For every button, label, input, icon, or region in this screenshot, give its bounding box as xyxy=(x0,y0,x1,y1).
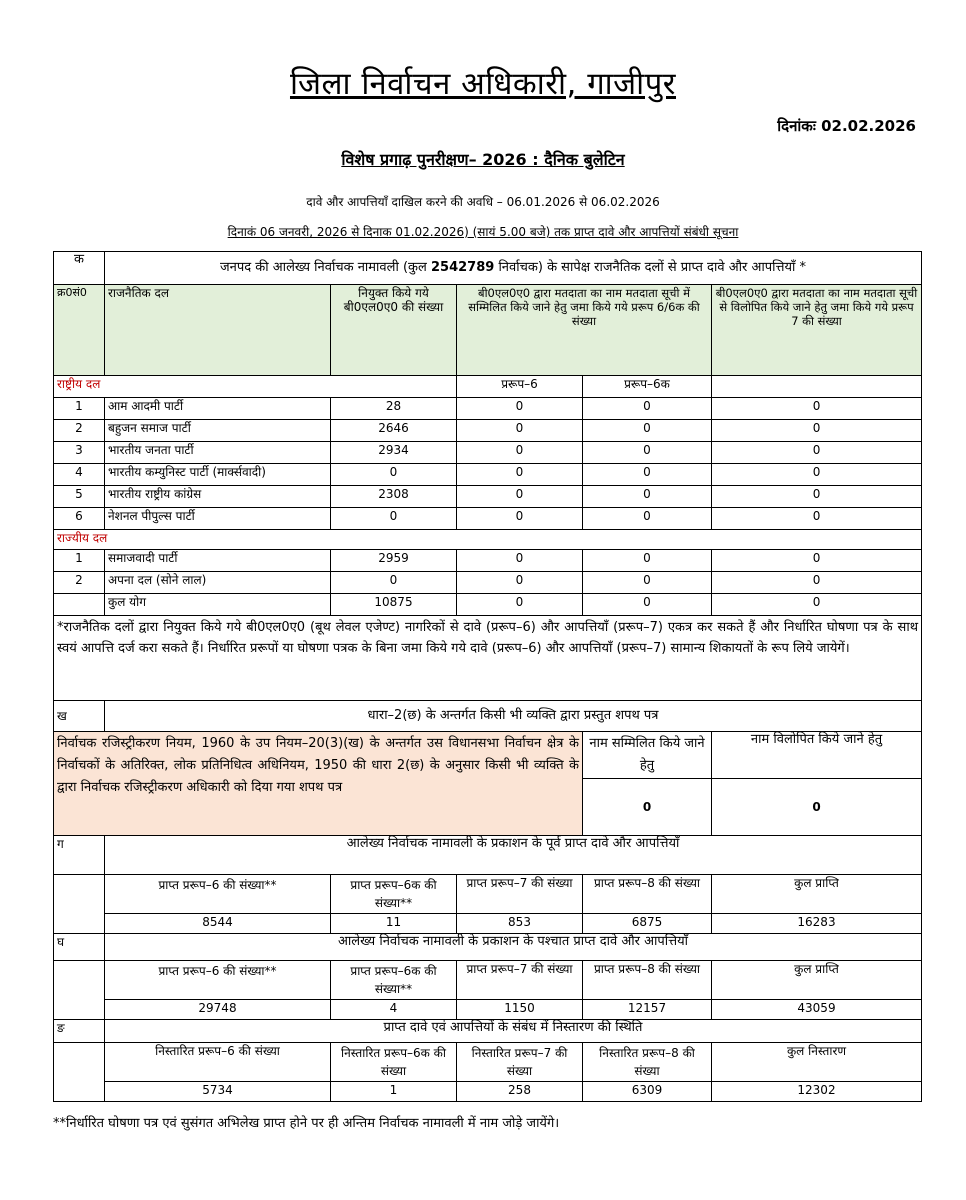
section-kh-heading: धारा–2(छ) के अन्तर्गत किसी भी व्यक्ति द्वारा प्रस्तुत शपथ पत्र xyxy=(105,701,922,732)
party-form6: 0 xyxy=(457,508,583,530)
party-sno: 2 xyxy=(54,572,105,594)
gh-col-1: प्राप्त प्ररूप–6क की संख्या** xyxy=(331,961,457,1000)
party-bla: 0 xyxy=(331,572,457,594)
party-row xyxy=(54,398,922,420)
ng-val-1: 1 xyxy=(331,1082,457,1102)
ng-col-2: निस्तारित प्ररूप–7 की संख्या xyxy=(457,1043,583,1082)
party-row xyxy=(54,572,922,594)
ng-val-4: 12302 xyxy=(712,1082,922,1102)
gh-val-2: 1150 xyxy=(457,1000,583,1020)
ng-val-2: 258 xyxy=(457,1082,583,1102)
party-name: नेशनल पीपुल्स पार्टी xyxy=(105,508,331,530)
kh-col-inclusion: नाम सम्मिलित किये जाने हेतु xyxy=(583,732,712,779)
party-form6: 0 xyxy=(457,486,583,508)
g-val-1: 11 xyxy=(331,914,457,934)
col-party: राजनैतिक दल xyxy=(105,285,331,376)
section-kh-columns xyxy=(54,732,922,779)
national-label: राष्ट्रीय दल xyxy=(54,376,457,398)
col-inclusion: बी0एल0ए0 द्वारा मतदाता का नाम मतदाता सूची में सम्मिलित किये जाने हेतु जमा किये गये प्ररूप 6/6क की संख्या xyxy=(457,285,712,376)
party-bla: 0 xyxy=(331,464,457,486)
party-form6: 0 xyxy=(457,550,583,572)
section-k-label: क xyxy=(54,252,105,285)
party-bla: 28 xyxy=(331,398,457,420)
party-form6: 0 xyxy=(457,464,583,486)
party-form6k: 0 xyxy=(583,464,712,486)
party-sno: 1 xyxy=(54,398,105,420)
gh-col-0: प्राप्त प्ररूप–6 की संख्या** xyxy=(105,961,331,1000)
party-name: भारतीय जनता पार्टी xyxy=(105,442,331,464)
ng-val-3: 6309 xyxy=(583,1082,712,1102)
party-name: अपना दल (सोने लाल) xyxy=(105,572,331,594)
party-sno: 3 xyxy=(54,442,105,464)
total-row xyxy=(54,594,922,616)
footnote: **निर्धारित घोषणा पत्र एवं सुसंगत अभिलेख प्राप्त होने पर ही अन्तिम निर्वाचक नामावली में नाम जोड़े जायेंगे। xyxy=(53,1116,560,1131)
state-rows xyxy=(54,550,922,594)
party-row xyxy=(54,486,922,508)
total-f6: 0 xyxy=(457,594,583,616)
ng-col-3: निस्तारित प्ररूप–8 की संख्या xyxy=(583,1043,712,1082)
party-form6k: 0 xyxy=(583,420,712,442)
section-kh-label: ख xyxy=(54,701,105,732)
section-gh-header xyxy=(54,934,922,961)
party-name: आम आदमी पार्टी xyxy=(105,398,331,420)
date-label: दिनांकः xyxy=(777,117,816,135)
g-val-0: 8544 xyxy=(105,914,331,934)
party-row xyxy=(54,550,922,572)
party-row xyxy=(54,442,922,464)
party-form7: 0 xyxy=(712,464,922,486)
section-g-label: ग xyxy=(54,836,105,875)
form6k-header: प्ररूप–6क xyxy=(583,376,712,398)
party-form6k: 0 xyxy=(583,486,712,508)
party-name: भारतीय राष्ट्रीय कांग्रेस xyxy=(105,486,331,508)
party-form6k: 0 xyxy=(583,442,712,464)
party-sno: 6 xyxy=(54,508,105,530)
section-ng-label: ङ xyxy=(54,1020,105,1043)
party-row xyxy=(54,420,922,442)
kh-val-deletion: 0 xyxy=(712,779,922,836)
gh-val-4: 43059 xyxy=(712,1000,922,1020)
party-form6k: 0 xyxy=(583,508,712,530)
g-col-1: प्राप्त प्ररूप–6क की संख्या** xyxy=(331,875,457,914)
section-k-header xyxy=(54,252,922,285)
party-name: बहुजन समाज पार्टी xyxy=(105,420,331,442)
party-form6k: 0 xyxy=(583,572,712,594)
page-title: जिला निर्वाचन अधिकारी, गाजीपुर xyxy=(289,66,676,102)
section-kh-description: निर्वाचक रजिस्ट्रीकरण नियम, 1960 के उप नियम–20(3)(ख) के अन्तर्गत उस विधानसभा निर्वाचन क्षेत्र के निर्वाचकों के अतिरिक्त, लोक प्रतिनिधित्व अधिनियम, 1950 की धारा 2(छ) के अनुसार किसी भी व्यक्ति के द्वारा निर्वाचक रजिस्ट्रीकरण अधिकारी को दिया गया शपथ पत्र xyxy=(54,732,583,836)
g-col-3: प्राप्त प्ररूप–8 की संख्या xyxy=(583,875,712,914)
party-name: भारतीय कम्युनिस्ट पार्टी (मार्क्सवादी) xyxy=(105,464,331,486)
party-form7: 0 xyxy=(712,398,922,420)
g-val-3: 6875 xyxy=(583,914,712,934)
gh-col-3: प्राप्त प्ररूप–8 की संख्या xyxy=(583,961,712,1000)
party-sno: 4 xyxy=(54,464,105,486)
gh-col-4: कुल प्राप्ति xyxy=(712,961,922,1000)
col-sno: क्र0सं0 xyxy=(54,285,105,376)
g-val-2: 853 xyxy=(457,914,583,934)
party-bla: 2646 xyxy=(331,420,457,442)
party-form7: 0 xyxy=(712,420,922,442)
national-rows xyxy=(54,398,922,530)
ng-col-0: निस्तारित प्ररूप–6 की संख्या xyxy=(105,1043,331,1082)
total-label: कुल योग xyxy=(105,594,331,616)
g-col-2: प्राप्त प्ररूप–7 की संख्या xyxy=(457,875,583,914)
party-sno: 5 xyxy=(54,486,105,508)
party-form6: 0 xyxy=(457,442,583,464)
g-col-4: कुल प्राप्ति xyxy=(712,875,922,914)
party-bla: 2959 xyxy=(331,550,457,572)
party-bla: 2934 xyxy=(331,442,457,464)
party-form7: 0 xyxy=(712,572,922,594)
section-kh-header xyxy=(54,701,922,732)
section-k-columns xyxy=(54,285,922,376)
date-value: 02.02.2026 xyxy=(821,117,916,135)
bulletin-date xyxy=(777,116,916,136)
party-row xyxy=(54,464,922,486)
gh-val-0: 29748 xyxy=(105,1000,331,1020)
party-form7: 0 xyxy=(712,550,922,572)
ng-col-4: कुल निस्तारण xyxy=(712,1043,922,1082)
party-form6: 0 xyxy=(457,572,583,594)
party-row xyxy=(54,508,922,530)
section-g-heading: आलेख्य निर्वाचक नामावली के प्रकाशन के पूर्व प्राप्त दावे और आपत्तियाँ xyxy=(105,836,922,875)
total-electors: 2542789 xyxy=(430,260,495,275)
notice-line: दिनाकं 06 जनवरी, 2026 से दिनाक 01.02.2026) (सायं 5.00 बजे) तक प्राप्त दावे और आपत्तियों संबंधी सूचना xyxy=(227,225,739,239)
section-gh-heading: आलेख्य निर्वाचक नामावली के प्रकाशन के पश्चात प्राप्त दावे और आपत्तियाँ xyxy=(105,934,922,961)
party-form7: 0 xyxy=(712,442,922,464)
section-g-header xyxy=(54,836,922,875)
section-ng-values xyxy=(54,1082,922,1102)
gh-val-3: 12157 xyxy=(583,1000,712,1020)
total-f6k: 0 xyxy=(583,594,712,616)
col-bla: नियुक्त किये गये बी0एल0ए0 की संख्या xyxy=(331,285,457,376)
section-ng-columns xyxy=(54,1043,922,1082)
state-label-row xyxy=(54,530,922,550)
total-f7: 0 xyxy=(712,594,922,616)
party-bla: 2308 xyxy=(331,486,457,508)
national-label-row xyxy=(54,376,922,398)
section-ng-heading: प्राप्त दावे एवं आपत्तियों के संबंध में निस्तारण की स्थिति xyxy=(105,1020,922,1043)
state-label: राज्यीय दल xyxy=(54,530,922,550)
section-k-note: *राजनैतिक दलों द्वारा नियुक्त किये गये बी0एल0ए0 (बूथ लेवल एजेण्ट) नागरिकों से दावे (प्ररूप–6) और आपत्तियाँ (प्ररूप–7) एकत्र कर सकते हैं और निर्धारित घोषणा पत्र के साथ स्वयं आपत्ति दर्ज करा सकते हैं। निर्धारित प्ररूपों या घोषणा पत्रक के बिना जमा किये गये दावे (प्ररूप–6) और आपत्तियाँ (प्ररूप–7) सामान्य शिकायतों के रूप लिये जायेगें। xyxy=(54,616,922,701)
section-k-heading: जनपद की आलेख्य निर्वाचक नामावली (कुल 2542789 निर्वाचक) के सापेक्ष राजनैतिक दलों से प्राप्त दावे और आपत्तियाँ * xyxy=(105,252,922,285)
section-k-note-row xyxy=(54,616,922,701)
section-ng-header xyxy=(54,1020,922,1043)
party-bla: 0 xyxy=(331,508,457,530)
party-name: समाजवादी पार्टी xyxy=(105,550,331,572)
gh-val-1: 4 xyxy=(331,1000,457,1020)
bulletin-title: विशेष प्रगाढ़ पुनरीक्षण– 2026 : दैनिक बुलेटिन xyxy=(341,150,625,169)
section-gh-label: घ xyxy=(54,934,105,961)
claim-period: दावे और आपत्तियाँ दाखिल करने की अवधि – 06.01.2026 से 06.02.2026 xyxy=(306,195,660,209)
party-form6k: 0 xyxy=(583,398,712,420)
ng-col-1: निस्तारित प्ररूप–6क की संख्या xyxy=(331,1043,457,1082)
kh-val-inclusion: 0 xyxy=(583,779,712,836)
gh-col-2: प्राप्त प्ररूप–7 की संख्या xyxy=(457,961,583,1000)
section-g-values xyxy=(54,914,922,934)
kh-col-deletion: नाम विलोपित किये जाने हेतु xyxy=(712,732,922,779)
party-form6: 0 xyxy=(457,398,583,420)
bulletin-table xyxy=(53,251,922,1102)
g-col-0: प्राप्त प्ररूप–6 की संख्या** xyxy=(105,875,331,914)
section-g-columns xyxy=(54,875,922,914)
party-sno: 2 xyxy=(54,420,105,442)
party-sno: 1 xyxy=(54,550,105,572)
form6-header: प्ररूप–6 xyxy=(457,376,583,398)
ng-val-0: 5734 xyxy=(105,1082,331,1102)
col-deletion: बी0एल0ए0 द्वारा मतदाता का नाम मतदाता सूची से विलोपित किये जाने हेतु जमा किये गये प्ररूप 7 की संख्या xyxy=(712,285,922,376)
party-form6k: 0 xyxy=(583,550,712,572)
party-form7: 0 xyxy=(712,508,922,530)
total-bla: 10875 xyxy=(331,594,457,616)
party-form7: 0 xyxy=(712,486,922,508)
section-gh-columns xyxy=(54,961,922,1000)
party-form6: 0 xyxy=(457,420,583,442)
g-val-4: 16283 xyxy=(712,914,922,934)
section-gh-values xyxy=(54,1000,922,1020)
